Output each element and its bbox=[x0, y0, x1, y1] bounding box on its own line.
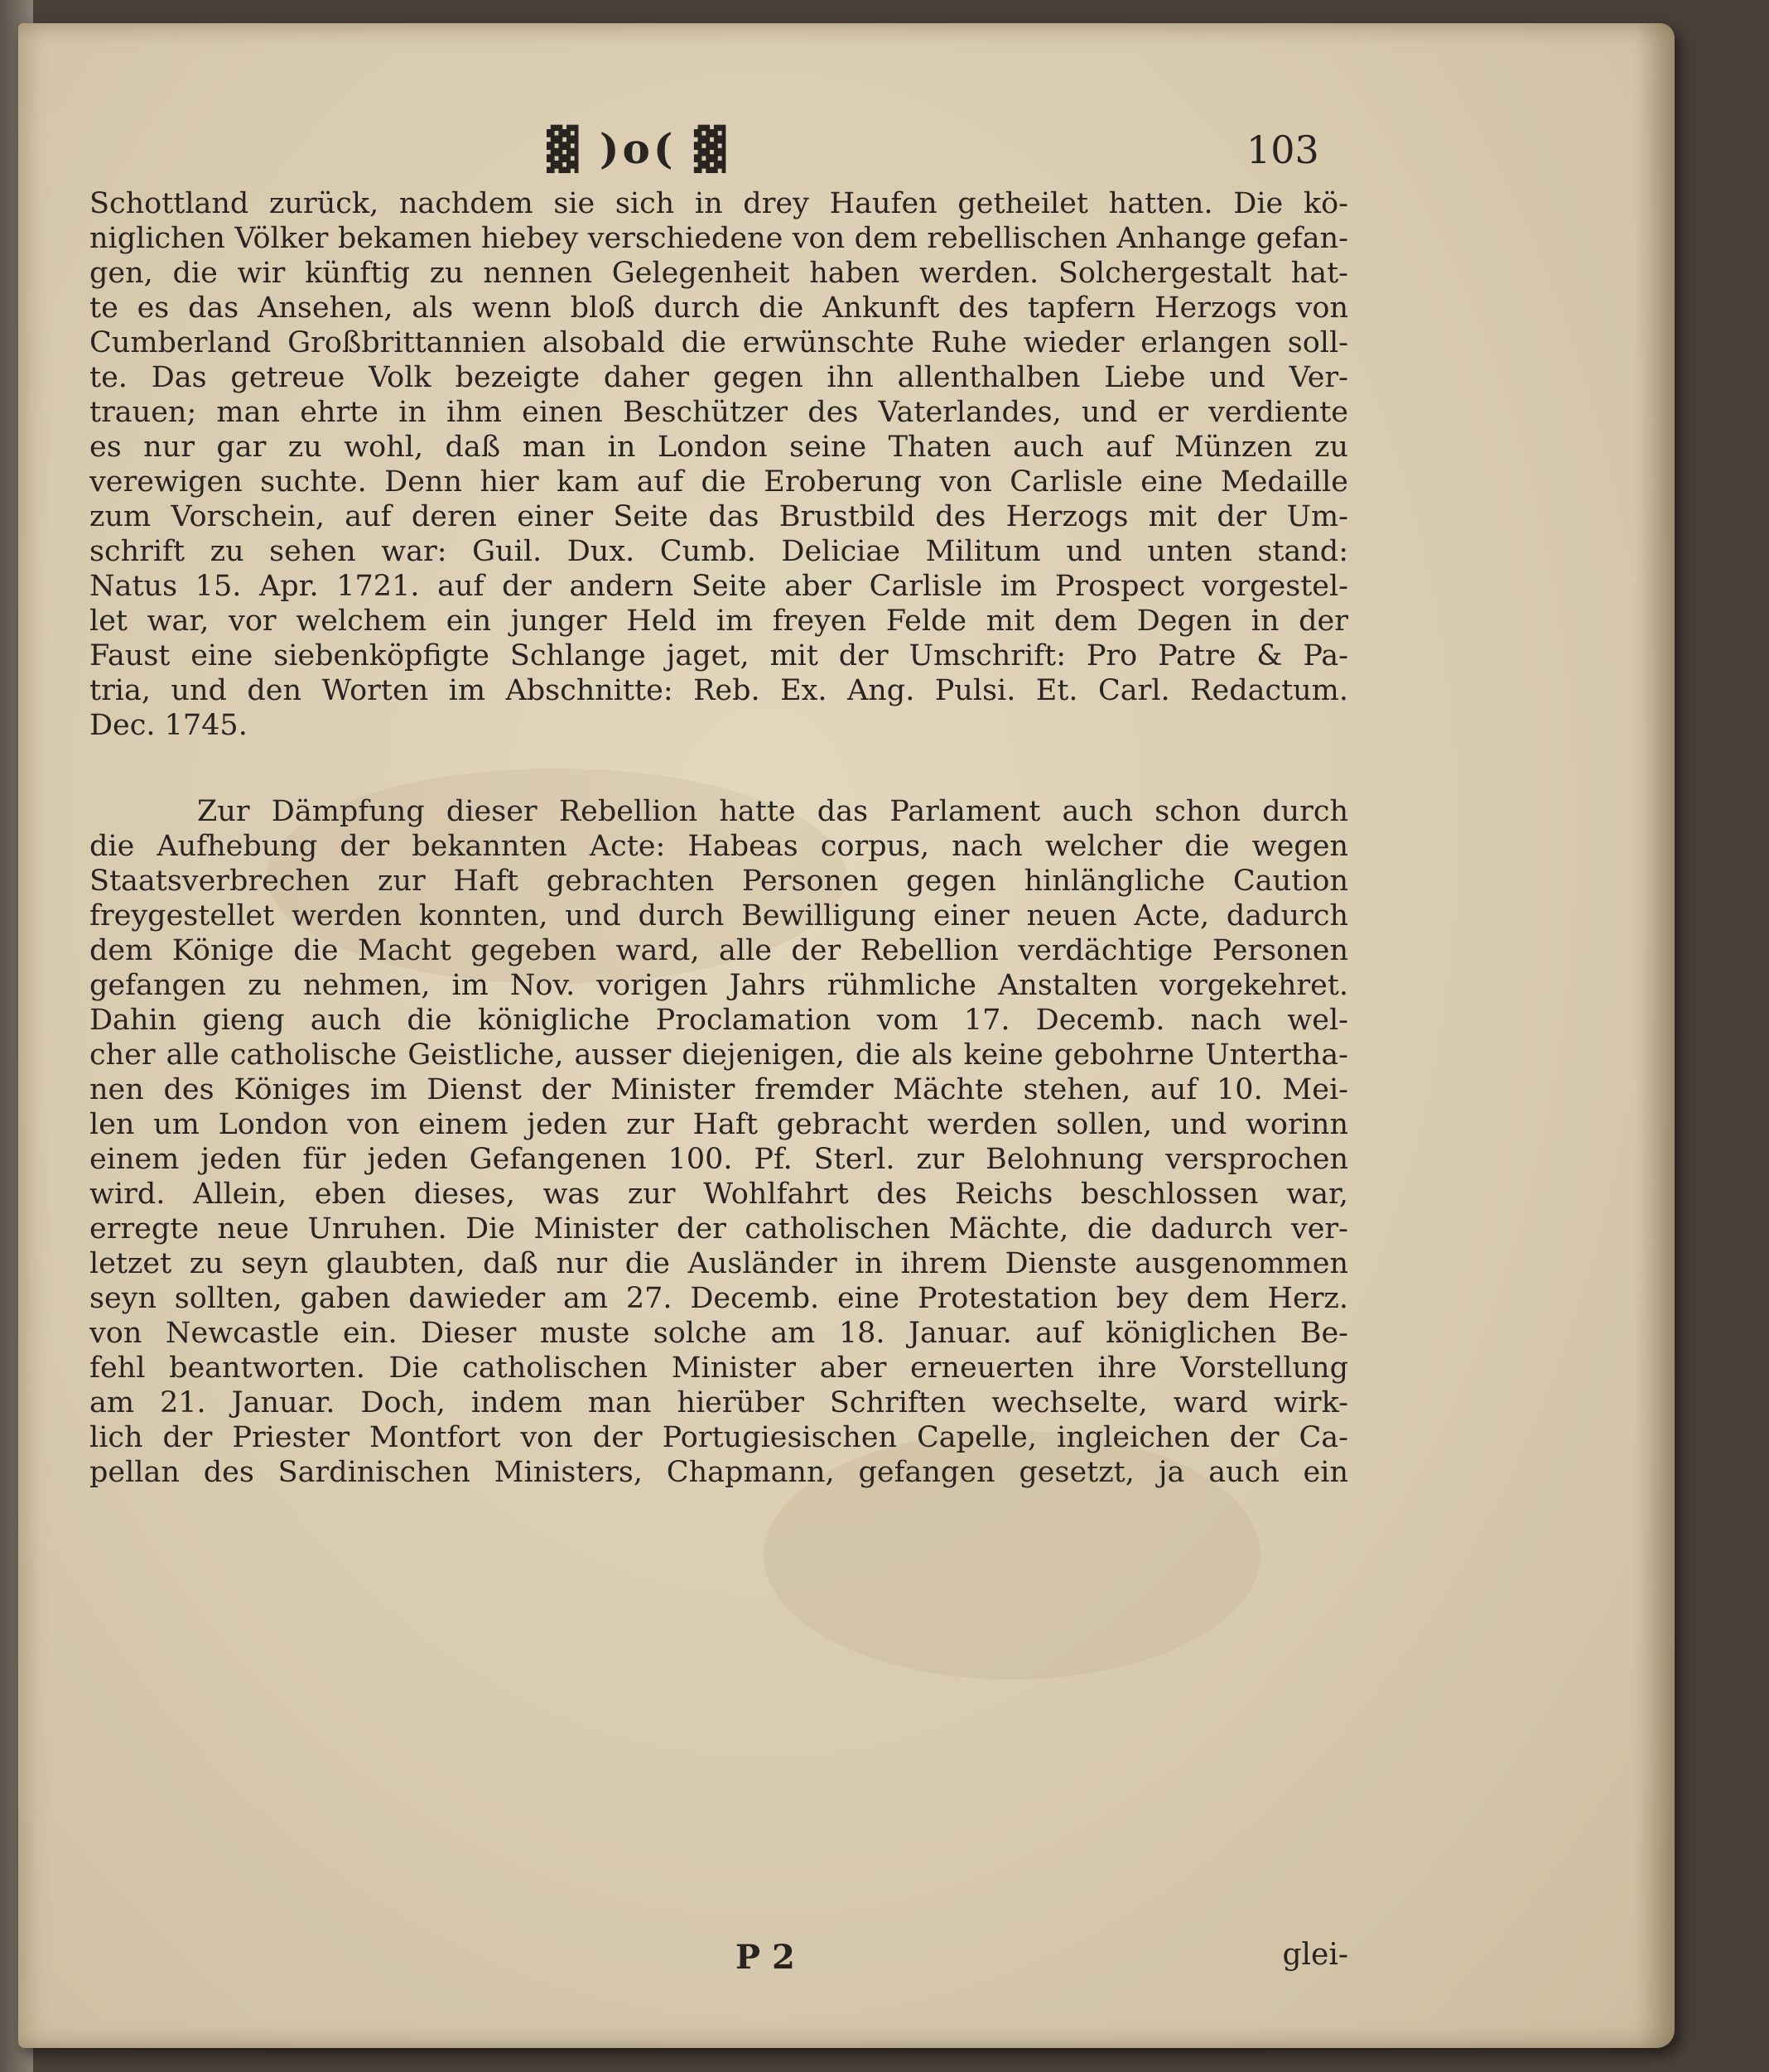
text-line: die Aufhebung der bekannten Acte: Habeas corpus, nach welcher die wegen bbox=[89, 830, 1348, 863]
text-line: let war, vor welchem ein junger Held im freyen Felde mit dem Degen in der bbox=[89, 605, 1348, 638]
text-line: am 21. Januar. Doch, indem man hierüber Schriften wechselte, ward wirk- bbox=[89, 1386, 1348, 1419]
text-line: Dec. 1745. bbox=[89, 709, 248, 742]
text-line: te. Das getreue Volk bezeigte daher gegen ihn allenthalben Liebe und Ver- bbox=[89, 361, 1348, 394]
text-line: nen des Königes im Dienst der Minister fremder Mächte stehen, auf 10. Mei- bbox=[89, 1073, 1348, 1106]
text-line: schrift zu sehen war: Guil. Dux. Cumb. Deliciae Militum und unten stand: bbox=[89, 535, 1348, 568]
text-line: erregte neue Unruhen. Die Minister der catholischen Mächte, die dadurch ver- bbox=[89, 1212, 1348, 1246]
text-line: lich der Priester Montfort von der Portugiesischen Capelle, ingleichen der Ca- bbox=[89, 1421, 1348, 1454]
text-line: fehl beantworten. Die catholischen Minister aber erneuerten ihre Vorstellung bbox=[89, 1352, 1348, 1385]
running-head: ▓ )o( ▓ bbox=[547, 124, 730, 173]
text-line: verewigen suchte. Denn hier kam auf die Eroberung von Carlisle eine Medaille bbox=[89, 465, 1348, 499]
page-number: 103 bbox=[1246, 128, 1319, 172]
text-line: Natus 15. Apr. 1721. auf der andern Seite aber Carlisle im Prospect vorgestel- bbox=[89, 570, 1348, 603]
text-line: trauen; man ehrte in ihm einen Beschützer des Vaterlandes, und er verdiente bbox=[89, 396, 1348, 429]
body-text bbox=[89, 186, 1348, 1490]
text-line: einem jeden für jeden Gefangenen 100. Pf. Sterl. zur Belohnung versprochen bbox=[89, 1143, 1348, 1176]
page-footer bbox=[89, 1938, 1348, 1988]
text-line: Staatsverbrechen zur Haft gebrachten Personen gegen hinlängliche Caution bbox=[89, 865, 1348, 898]
text-line: len um London von einem jeden zur Haft gebracht werden sollen, und worinn bbox=[89, 1108, 1348, 1141]
text-line: Dahin gieng auch die königliche Proclamation vom 17. Decemb. nach wel- bbox=[89, 1004, 1348, 1037]
text-line: gefangen zu nehmen, im Nov. vorigen Jahrs rühmliche Anstalten vorgekehret. bbox=[89, 969, 1348, 1002]
text-line: es nur gar zu wohl, daß man in London seine Thaten auch auf Münzen zu bbox=[89, 431, 1348, 464]
text-line: cher alle catholische Geistliche, ausser diejenigen, die als keine gebohrne Untertha- bbox=[89, 1038, 1348, 1072]
page-edge-shadow bbox=[1635, 23, 1675, 2048]
text-line: Cumberland Großbrittannien alsobald die erwünschte Ruhe wieder erlangen soll- bbox=[89, 326, 1348, 359]
text-line: dem Könige die Macht gegeben ward, alle der Rebellion verdächtige Personen bbox=[89, 934, 1348, 967]
text-line: letzet zu seyn glaubten, daß nur die Ausländer in ihrem Dienste ausgenommen bbox=[89, 1247, 1348, 1280]
text-line: von Newcastle ein. Dieser muste solche am 18. Januar. auf königlichen Be- bbox=[89, 1317, 1348, 1350]
text-line: Schottland zurück, nachdem sie sich in drey Haufen getheilet hatten. Die kö- bbox=[89, 187, 1348, 220]
page-header bbox=[0, 124, 1769, 182]
text-line: freygestellet werden konnten, und durch Bewilligung einer neuen Acte, dadurch bbox=[89, 899, 1348, 932]
paragraph-gap bbox=[89, 743, 1348, 794]
text-line: pellan des Sardinischen Ministers, Chapmann, gefangen gesetzt, ja auch ein bbox=[89, 1456, 1348, 1489]
text-line: te es das Ansehen, als wenn bloß durch die Ankunft des tapfern Herzogs von bbox=[89, 292, 1348, 325]
text-line: seyn sollten, gaben dawieder am 27. Decemb. eine Protestation bey dem Herz. bbox=[89, 1282, 1348, 1315]
text-line: tria, und den Worten im Abschnitte: Reb. Ex. Ang. Pulsi. Et. Carl. Redactum. bbox=[89, 674, 1348, 707]
text-line: gen, die wir künftig zu nennen Gelegenheit haben werden. Solchergestalt hat- bbox=[89, 257, 1348, 290]
text-line: Faust eine siebenköpfigte Schlange jaget, mit der Umschrift: Pro Patre & Pa- bbox=[89, 639, 1348, 672]
text-line: niglichen Völker bekamen hiebey verschiedene von dem rebellischen Anhange gefan- bbox=[89, 222, 1348, 255]
text-line: zum Vorschein, auf deren einer Seite das Brustbild des Herzogs mit der Um- bbox=[89, 500, 1348, 533]
text-line: Zur Dämpfung dieser Rebellion hatte das Parlament auch schon durch bbox=[197, 795, 1348, 828]
catchword: glei- bbox=[1282, 1938, 1348, 1972]
signature-mark: P 2 bbox=[735, 1938, 795, 1977]
text-line: wird. Allein, eben dieses, was zur Wohlfahrt des Reichs beschlossen war, bbox=[89, 1178, 1348, 1211]
